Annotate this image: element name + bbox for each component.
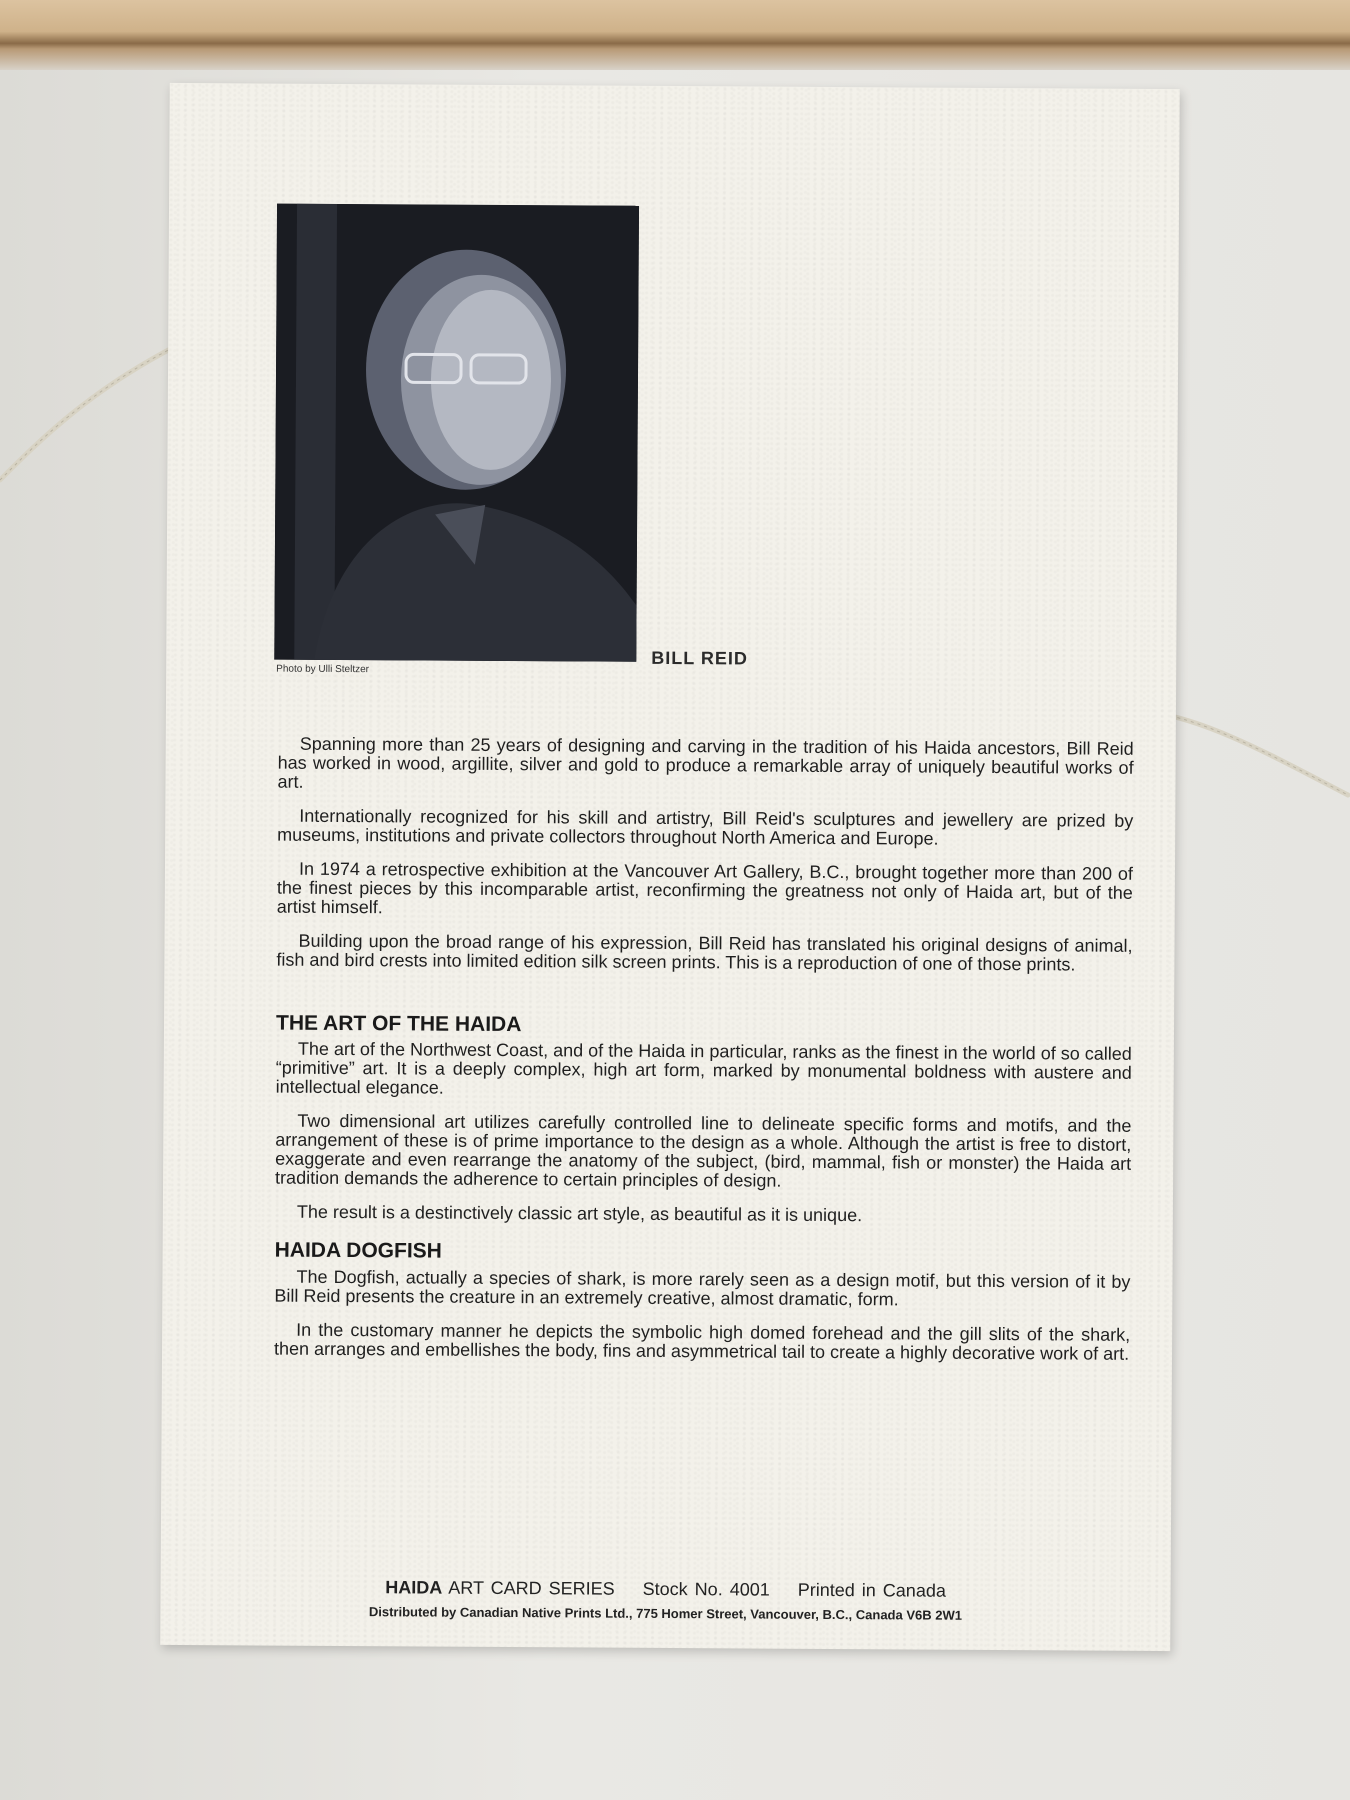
intro-paragraph: Building upon the broad range of his expression, Bill Reid has translated his original designs of animal, fish and bird crests into limited edition silk screen prints. This is a reproduction of one of those prints.: [276, 930, 1133, 975]
intro-text: [276, 735, 1134, 990]
section-heading-art: THE ART OF THE HAIDA: [275, 1011, 522, 1037]
footer-distributor: Distributed by Canadian Native Prints Ltd., 775 Homer Street, Vancouver, B.C., Canada V6B 2W1: [368, 1604, 963, 1623]
intro-paragraph: Spanning more than 25 years of designing and carving in the tradition of his Haida ancestors, Bill Reid has worked in wood, argillite, silver and gold to produce a remarkable array of uniquely beautiful works of art.: [277, 733, 1134, 792]
footer-series-rest: ART CARD SERIES: [448, 1577, 615, 1599]
wooden-frame-top: [0, 0, 1350, 70]
footer-stock-number: Stock No. 4001: [642, 1578, 770, 1600]
art-card: [160, 83, 1180, 1651]
intro-paragraph: In 1974 a retrospective exhibition at the Vancouver Art Gallery, B.C., brought together more than 200 of the finest pieces by this incomparable artist, reconfirming the greatness not only of Haida art, but of the artist himself.: [276, 858, 1134, 918]
artist-name: BILL REID: [651, 647, 749, 669]
dogfish-paragraph: The Dogfish, actually a species of shark, is more rarely seen as a design motif, but this version of it by Bill Reid presents the creature in an extremely creative, almost dramatic, form.: [274, 1266, 1131, 1310]
photo-credit: Photo by Ulli Steltzer: [276, 663, 370, 676]
footer-series-bold: HAIDA: [385, 1577, 443, 1598]
dogfish-section-text: [274, 1268, 1131, 1379]
section-heading-dogfish: HAIDA DOGFISH: [274, 1238, 442, 1263]
art-section-text: [275, 1040, 1132, 1242]
artist-portrait-photo: [274, 204, 639, 662]
art-paragraph: The art of the Northwest Coast, and of the Haida in particular, ranks as the finest in the world of so called “primitive” art. It is a deeply complex, high art form, marked by monumental boldness with austere and intellectual elegance.: [275, 1038, 1132, 1098]
art-paragraph: Two dimensional art utilizes carefully controlled line to delineate specific forms and motifs, and the arrangement of these is of prime importance to the design as a whole. Although the artist is free to distort, exaggerate and even rearrange the anatomy of the subject, (bird, mammal, fish or monster) the Haida art tradition demands the adherence to certain principles of design.: [275, 1110, 1132, 1191]
footer-printed: Printed in Canada: [797, 1579, 946, 1601]
dogfish-paragraph: In the customary manner he depicts the symbolic high domed forehead and the gill slits of the shark, then arranges and embellishes the body, fins and asymmetrical tail to create a highly decorative work of art.: [273, 1319, 1131, 1364]
art-paragraph: The result is a destinctively classic art style, as beautiful as it is unique.: [296, 1201, 863, 1226]
intro-paragraph: Internationally recognized for his skill and artistry, Bill Reid's sculptures and jewellery are prized by museums, institutions and private collectors throughout North America and Europe.: [277, 805, 1134, 849]
footer-series-line: [161, 1576, 1171, 1603]
